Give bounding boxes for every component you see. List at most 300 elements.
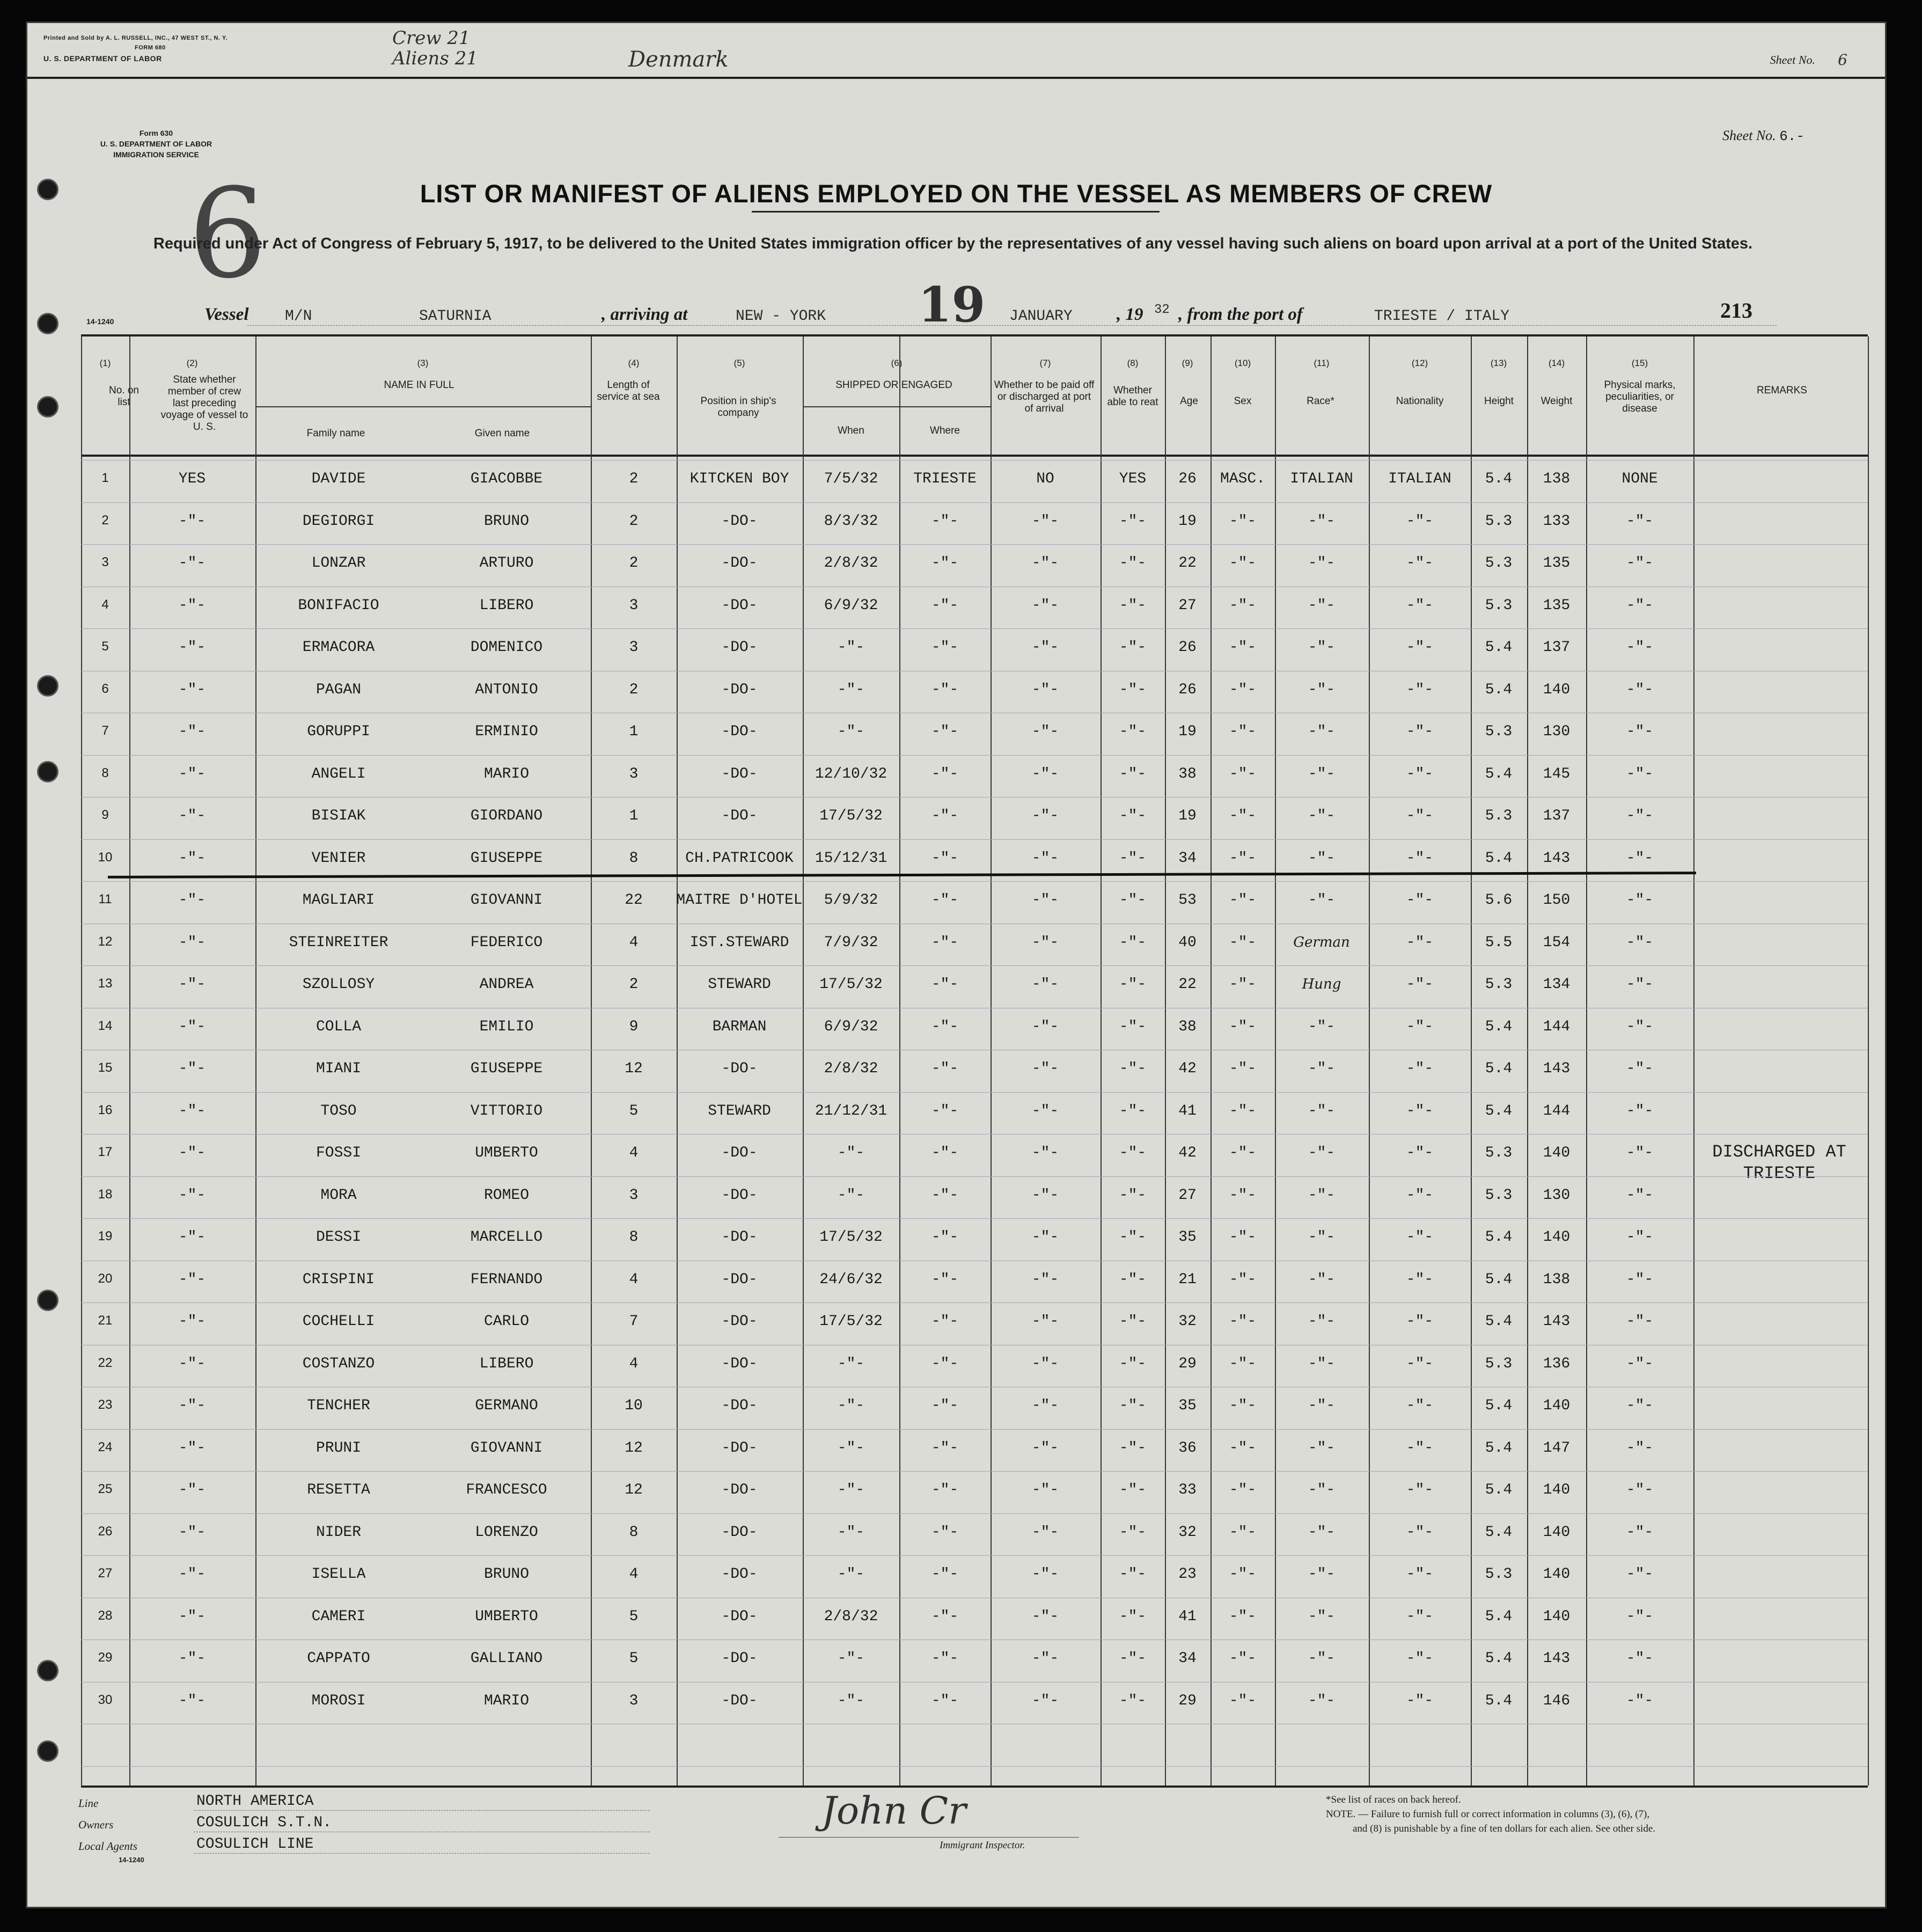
- cell-no: 13: [98, 976, 113, 991]
- cell-height: 5.4: [1485, 639, 1513, 656]
- cell-no: 1: [101, 471, 109, 485]
- cell-family: BONIFACIO: [298, 597, 379, 614]
- cell-position: KITCKEN BOY: [689, 471, 789, 487]
- cell-service: 2: [629, 513, 639, 530]
- cell-family: MAGLIARI: [302, 892, 375, 909]
- cell-no: 30: [98, 1692, 113, 1707]
- cell-where: -"-: [931, 1187, 959, 1204]
- cell-given: BRUNO: [483, 513, 529, 530]
- cell-paid: -"-: [1031, 1692, 1059, 1709]
- cell-weight: 150: [1543, 892, 1571, 909]
- cell-where: -"-: [931, 1524, 959, 1541]
- cell-service: 4: [629, 1271, 639, 1288]
- cell-able: -"-: [1119, 1271, 1147, 1288]
- cell-service: 1: [629, 723, 639, 740]
- cell-paid: -"-: [1031, 1060, 1059, 1077]
- cell-no: 15: [98, 1060, 113, 1075]
- cell-family: COLLA: [316, 1018, 361, 1035]
- cell-sex: -"-: [1229, 1482, 1257, 1498]
- cell-crew: -"-: [178, 1229, 206, 1246]
- cell-no: 21: [98, 1313, 113, 1328]
- cell-weight: 140: [1543, 1524, 1571, 1541]
- cell-nat: -"-: [1406, 934, 1434, 951]
- cell-crew: -"-: [178, 681, 206, 698]
- cell-nat: -"-: [1406, 976, 1434, 993]
- column-number: (9): [1182, 358, 1193, 368]
- cell-height: 5.4: [1485, 681, 1513, 698]
- cell-sex: -"-: [1229, 1271, 1257, 1288]
- cell-race: -"-: [1308, 1439, 1336, 1457]
- cell-able: YES: [1119, 471, 1147, 487]
- cell-when: -"-: [837, 1650, 865, 1667]
- cell-no: 19: [98, 1229, 113, 1243]
- cell-race: -"-: [1308, 723, 1336, 740]
- cell-weight: 144: [1543, 1018, 1571, 1035]
- cell-when: -"-: [837, 1482, 865, 1498]
- cell-service: 4: [629, 1355, 639, 1372]
- cell-marks: -"-: [1626, 555, 1654, 572]
- header-subrule: [803, 406, 991, 407]
- cell-family: MORA: [320, 1187, 357, 1204]
- cell-paid: -"-: [1031, 1566, 1059, 1583]
- cell-weight: 133: [1543, 513, 1571, 530]
- cell-weight: 143: [1543, 850, 1571, 867]
- cell-age: 19: [1178, 723, 1197, 740]
- cell-able: -"-: [1119, 976, 1147, 993]
- cell-service: 4: [629, 1566, 639, 1583]
- column-number: (3): [417, 358, 429, 368]
- cell-marks: -"-: [1626, 1439, 1654, 1457]
- cell-family: BISIAK: [311, 808, 366, 824]
- cell-when: -"-: [837, 1439, 865, 1457]
- cell-when: 21/12/31: [815, 1102, 887, 1119]
- cell-race: -"-: [1308, 639, 1336, 656]
- cell-paid: -"-: [1031, 513, 1059, 530]
- header-race: Race*: [1307, 396, 1334, 407]
- cell-marks: -"-: [1626, 1271, 1654, 1288]
- cell-where: -"-: [931, 1650, 959, 1667]
- header-age: Age: [1180, 396, 1198, 407]
- cell-nat: ITALIAN: [1388, 471, 1451, 487]
- cell-sex: -"-: [1229, 1692, 1257, 1709]
- cell-paid: -"-: [1031, 597, 1059, 614]
- cell-when: -"-: [837, 1566, 865, 1583]
- cell-when: 5/9/32: [824, 892, 878, 909]
- cell-race: -"-: [1308, 1187, 1336, 1204]
- cell-nat: -"-: [1406, 1566, 1434, 1583]
- cell-no: 4: [101, 597, 109, 612]
- cell-given: CARLO: [483, 1313, 529, 1330]
- cell-service: 3: [629, 765, 639, 782]
- cell-height: 5.4: [1485, 765, 1513, 782]
- cell-where: -"-: [931, 1102, 959, 1119]
- cell-height: 5.3: [1485, 723, 1513, 740]
- cell-where: -"-: [931, 1397, 959, 1414]
- cell-given: GIUSEPPE: [470, 850, 543, 867]
- cell-race: -"-: [1308, 765, 1336, 782]
- cell-nat: -"-: [1406, 639, 1434, 656]
- cell-when: 2/8/32: [824, 1608, 878, 1625]
- cell-height: 5.4: [1485, 1439, 1513, 1457]
- cell-marks: -"-: [1626, 976, 1654, 993]
- header-weight: Weight: [1540, 396, 1573, 407]
- cell-paid: -"-: [1031, 808, 1059, 824]
- cell-no: 24: [98, 1439, 113, 1454]
- cell-crew: -"-: [178, 1145, 206, 1161]
- cell-when: -"-: [837, 1355, 865, 1372]
- vessel-name: SATURNIA: [419, 308, 491, 325]
- header-when: When: [838, 425, 864, 436]
- cell-age: 42: [1178, 1145, 1197, 1161]
- cell-no: 22: [98, 1355, 113, 1370]
- cell-family: ANGELI: [311, 765, 366, 782]
- cell-able: -"-: [1119, 808, 1147, 824]
- cell-marks: -"-: [1626, 934, 1654, 951]
- cell-given: DOMENICO: [470, 639, 543, 656]
- cell-age: 26: [1178, 639, 1197, 656]
- cell-where: -"-: [931, 892, 959, 909]
- cell-no: 6: [101, 681, 109, 696]
- cell-family: ISELLA: [311, 1566, 366, 1583]
- cell-age: 22: [1178, 555, 1197, 572]
- cell-age: 41: [1178, 1608, 1197, 1625]
- cell-weight: 140: [1543, 1145, 1571, 1161]
- header-no: No. on list: [109, 385, 139, 408]
- cell-sex: -"-: [1229, 639, 1257, 656]
- cell-able: -"-: [1119, 1313, 1147, 1330]
- cell-marks: -"-: [1626, 597, 1654, 614]
- cell-given: UMBERTO: [475, 1608, 538, 1625]
- cell-nat: -"-: [1406, 1313, 1434, 1330]
- cell-given: MARCELLO: [470, 1229, 543, 1246]
- cell-able: -"-: [1119, 555, 1147, 572]
- cell-family: FOSSI: [316, 1145, 361, 1161]
- cell-marks: -"-: [1626, 850, 1654, 867]
- cell-able: -"-: [1119, 1145, 1147, 1161]
- cell-when: 2/8/32: [824, 555, 878, 572]
- cell-age: 36: [1178, 1439, 1197, 1457]
- cell-service: 8: [629, 1524, 639, 1541]
- cell-sex: -"-: [1229, 1018, 1257, 1035]
- cell-given: GIORDANO: [470, 808, 543, 824]
- cell-given: FERNANDO: [470, 1271, 543, 1288]
- cell-position: -DO-: [721, 765, 758, 782]
- cell-paid: -"-: [1031, 1439, 1059, 1457]
- cell-when: 24/6/32: [819, 1271, 883, 1288]
- cell-nat: -"-: [1406, 1650, 1434, 1667]
- cell-where: -"-: [931, 1355, 959, 1372]
- cell-position: STEWARD: [708, 976, 771, 993]
- cell-where: -"-: [931, 1608, 959, 1625]
- cell-when: 6/9/32: [824, 1018, 878, 1035]
- cell-crew: -"-: [178, 1187, 206, 1204]
- cell-crew: -"-: [178, 934, 206, 951]
- cell-family: DAVIDE: [311, 471, 366, 487]
- header-length-service: Length of service at sea: [597, 379, 660, 402]
- cell-race: -"-: [1308, 1608, 1336, 1625]
- cell-race: -"-: [1308, 1060, 1336, 1077]
- cell-family: DESSI: [316, 1229, 361, 1246]
- cell-sex: -"-: [1229, 850, 1257, 867]
- cell-position: -DO-: [721, 1524, 758, 1541]
- cell-given: FEDERICO: [470, 934, 543, 951]
- cell-no: 17: [98, 1145, 113, 1159]
- cell-race: -"-: [1308, 850, 1336, 867]
- cell-crew: -"-: [178, 1439, 206, 1457]
- vessel-type: M/N: [285, 308, 312, 325]
- form-label: FORM 680: [135, 45, 166, 51]
- cell-family: PRUNI: [316, 1439, 361, 1457]
- cell-crew: -"-: [178, 555, 206, 572]
- cell-race: -"-: [1308, 808, 1336, 824]
- cell-sex: -"-: [1229, 513, 1257, 530]
- year-prefix: , 19: [1117, 305, 1143, 324]
- column-number: (14): [1548, 358, 1565, 368]
- cell-no: 10: [98, 850, 113, 865]
- cell-race: -"-: [1308, 597, 1336, 614]
- cell-where: -"-: [931, 513, 959, 530]
- header-sex: Sex: [1234, 396, 1252, 407]
- agents-value: COSULICH LINE: [196, 1836, 314, 1853]
- cell-weight: 137: [1543, 808, 1571, 824]
- cell-given: BRUNO: [483, 1566, 529, 1583]
- cell-given: ERMINIO: [475, 723, 538, 740]
- cell-given: ROMEO: [483, 1187, 529, 1204]
- punch-hole: [37, 1290, 58, 1311]
- cell-service: 5: [629, 1102, 639, 1119]
- cell-service: 2: [629, 681, 639, 698]
- arriving-label: , arriving at: [601, 305, 688, 324]
- cell-nat: -"-: [1406, 1482, 1434, 1498]
- cell-race: -"-: [1308, 1145, 1336, 1161]
- hand-large-six: 6: [188, 163, 267, 306]
- cell-marks: -"-: [1626, 1018, 1654, 1035]
- cell-race: -"-: [1308, 892, 1336, 909]
- cell-family: DEGIORGI: [302, 513, 375, 530]
- row-rule: [81, 1513, 1868, 1514]
- page-number: 213: [1720, 298, 1752, 323]
- cell-family: MOROSI: [311, 1692, 366, 1709]
- cell-sex: -"-: [1229, 1355, 1257, 1372]
- cell-crew: -"-: [178, 1524, 206, 1541]
- cell-where: -"-: [931, 1271, 959, 1288]
- cell-when: 7/5/32: [824, 471, 878, 487]
- cell-weight: 140: [1543, 1397, 1571, 1414]
- cell-family: CAMERI: [311, 1608, 366, 1625]
- cell-able: -"-: [1119, 639, 1147, 656]
- cell-height: 5.4: [1485, 1397, 1513, 1414]
- cell-when: 8/3/32: [824, 513, 878, 530]
- cell-position: -DO-: [721, 1187, 758, 1204]
- cell-race: -"-: [1308, 1313, 1336, 1330]
- row-rule: [81, 502, 1868, 503]
- cell-able: -"-: [1119, 1060, 1147, 1077]
- cell-position: -DO-: [721, 1608, 758, 1625]
- cell-position: -DO-: [721, 808, 758, 824]
- cell-age: 53: [1178, 892, 1197, 909]
- punch-hole: [37, 179, 58, 200]
- column-rule: [1868, 336, 1869, 1785]
- cell-age: 22: [1178, 976, 1197, 993]
- cell-sex: -"-: [1229, 976, 1257, 993]
- cell-position: -DO-: [721, 597, 758, 614]
- header-subrule: [255, 406, 591, 407]
- cell-age: 26: [1178, 681, 1197, 698]
- cell-family: COSTANZO: [302, 1355, 375, 1372]
- cell-height: 5.4: [1485, 850, 1513, 867]
- punch-hole: [37, 1740, 58, 1762]
- cell-able: -"-: [1119, 934, 1147, 951]
- column-number: (12): [1411, 358, 1428, 368]
- cell-paid: -"-: [1031, 765, 1059, 782]
- cell-crew: -"-: [178, 892, 206, 909]
- cell-nat: -"-: [1406, 681, 1434, 698]
- line-label: Line: [78, 1797, 99, 1810]
- cell-race: -"-: [1308, 1355, 1336, 1372]
- cell-where: -"-: [931, 976, 959, 993]
- cell-weight: 140: [1543, 1482, 1571, 1498]
- cell-age: 29: [1178, 1355, 1197, 1372]
- cell-race: ITALIAN: [1290, 471, 1353, 487]
- cell-family: PAGAN: [316, 681, 361, 698]
- cell-paid: -"-: [1031, 892, 1059, 909]
- cell-crew: -"-: [178, 765, 206, 782]
- cell-nat: -"-: [1406, 765, 1434, 782]
- cell-age: 19: [1178, 808, 1197, 824]
- cell-given: LORENZO: [475, 1524, 538, 1541]
- cell-paid: -"-: [1031, 1313, 1059, 1330]
- vessel-label: Vessel: [204, 305, 249, 324]
- cell-able: -"-: [1119, 1608, 1147, 1625]
- from-label: , from the port of: [1178, 305, 1303, 324]
- row-rule: [81, 628, 1868, 629]
- header-remarks: REMARKS: [1757, 385, 1807, 396]
- cell-position: -DO-: [721, 639, 758, 656]
- cell-nat: -"-: [1406, 808, 1434, 824]
- cell-weight: 140: [1543, 681, 1571, 698]
- cell-marks: -"-: [1626, 1187, 1654, 1204]
- cell-position: -DO-: [721, 723, 758, 740]
- cell-given: ANDREA: [479, 976, 534, 993]
- cell-given: GIACOBBE: [470, 471, 543, 487]
- cell-no: 26: [98, 1524, 113, 1539]
- cell-able: -"-: [1119, 1355, 1147, 1372]
- note-penalty-2: and (8) is punishable by a fine of ten dollars for each alien. See other side.: [1353, 1823, 1656, 1834]
- form-service: IMMIGRATION SERVICE: [113, 150, 199, 159]
- cell-where: -"-: [931, 1692, 959, 1709]
- note-races: *See list of races on back hereof.: [1326, 1794, 1461, 1805]
- cell-crew: -"-: [178, 1397, 206, 1414]
- cell-height: 5.4: [1485, 1229, 1513, 1246]
- row-rule: [81, 544, 1868, 545]
- cell-crew: -"-: [178, 1060, 206, 1077]
- form-identifier: [70, 128, 242, 160]
- cell-where: -"-: [931, 1439, 959, 1457]
- cell-sex: -"-: [1229, 1608, 1257, 1625]
- cell-sex: -"-: [1229, 808, 1257, 824]
- cell-nat: -"-: [1406, 513, 1434, 530]
- cell-marks: -"-: [1626, 1650, 1654, 1667]
- cell-nat: -"-: [1406, 1102, 1434, 1119]
- cell-crew: -"-: [178, 1482, 206, 1498]
- cell-position: -DO-: [721, 1650, 758, 1667]
- cell-crew: -"-: [178, 1650, 206, 1667]
- cell-no: 8: [101, 765, 109, 780]
- cell-where: -"-: [931, 808, 959, 824]
- cell-weight: 135: [1543, 597, 1571, 614]
- cell-crew: YES: [178, 471, 206, 487]
- cell-marks: -"-: [1626, 765, 1654, 782]
- cell-paid: -"-: [1031, 555, 1059, 572]
- cell-weight: 146: [1543, 1692, 1571, 1709]
- cell-able: -"-: [1119, 1650, 1147, 1667]
- cell-weight: 137: [1543, 639, 1571, 656]
- cell-service: 3: [629, 639, 639, 656]
- cell-crew: -"-: [178, 1102, 206, 1119]
- cell-crew: -"-: [178, 1271, 206, 1288]
- cell-position: -DO-: [721, 513, 758, 530]
- header-crew-status: State whether member of crew last preceding voyage of vessel to U. S.: [160, 374, 248, 433]
- cell-height: 5.3: [1485, 513, 1513, 530]
- cell-service: 22: [625, 892, 643, 909]
- manifest-sheet: [26, 21, 1887, 1908]
- cell-where: TRIESTE: [913, 471, 977, 487]
- manifest-title: LIST OR MANIFEST OF ALIENS EMPLOYED ON THE VESSEL AS MEMBERS OF CREW: [420, 179, 1493, 208]
- cell-crew: -"-: [178, 639, 206, 656]
- year-suffix: 32: [1154, 303, 1170, 317]
- cell-family: GORUPPI: [307, 723, 370, 740]
- cell-position: BARMAN: [712, 1018, 767, 1035]
- column-number: (2): [186, 358, 198, 368]
- cell-age: 34: [1178, 1650, 1197, 1667]
- cell-service: 3: [629, 597, 639, 614]
- cell-given: FRANCESCO: [466, 1482, 547, 1498]
- cell-marks: -"-: [1626, 808, 1654, 824]
- cell-marks: -"-: [1626, 1608, 1654, 1625]
- cell-weight: 147: [1543, 1439, 1571, 1457]
- cell-age: 26: [1178, 471, 1197, 487]
- cell-when: 7/9/32: [824, 934, 878, 951]
- cell-sex: -"-: [1229, 1187, 1257, 1204]
- cell-nat: -"-: [1406, 1608, 1434, 1625]
- cell-weight: 154: [1543, 934, 1571, 951]
- cell-race: -"-: [1308, 1229, 1336, 1246]
- cell-able: -"-: [1119, 1482, 1147, 1498]
- cell-sex: -"-: [1229, 1566, 1257, 1583]
- cell-service: 4: [629, 934, 639, 951]
- cell-paid: -"-: [1031, 1271, 1059, 1288]
- cell-when: -"-: [837, 1145, 865, 1161]
- cell-when: -"-: [837, 1692, 865, 1709]
- table-header: [81, 336, 1868, 457]
- cell-nat: -"-: [1406, 1060, 1434, 1077]
- manifest-subtitle: Required under Act of Congress of February 5, 1917, to be delivered to the United States immigration officer by the representatives of any vessel having such aliens on board upon arrival at a port of the United States.: [153, 235, 1753, 252]
- header-paid-off: Whether to be paid off or discharged at port of arrival: [994, 379, 1095, 414]
- column-number: (13): [1490, 358, 1507, 368]
- column-number: (15): [1631, 358, 1648, 368]
- cell-marks: -"-: [1626, 1566, 1654, 1583]
- cell-paid: -"-: [1031, 639, 1059, 656]
- cell-given: GIOVANNI: [470, 1439, 543, 1457]
- cell-weight: 135: [1543, 555, 1571, 572]
- header-height: Height: [1484, 396, 1514, 407]
- cell-paid: -"-: [1031, 1355, 1059, 1372]
- header-name-full: NAME IN FULL: [384, 379, 454, 391]
- row-rule: [81, 1176, 1868, 1177]
- sheet-no-label: Sheet No.: [1722, 128, 1776, 143]
- cell-paid: -"-: [1031, 1650, 1059, 1667]
- cell-marks: NONE: [1622, 471, 1658, 487]
